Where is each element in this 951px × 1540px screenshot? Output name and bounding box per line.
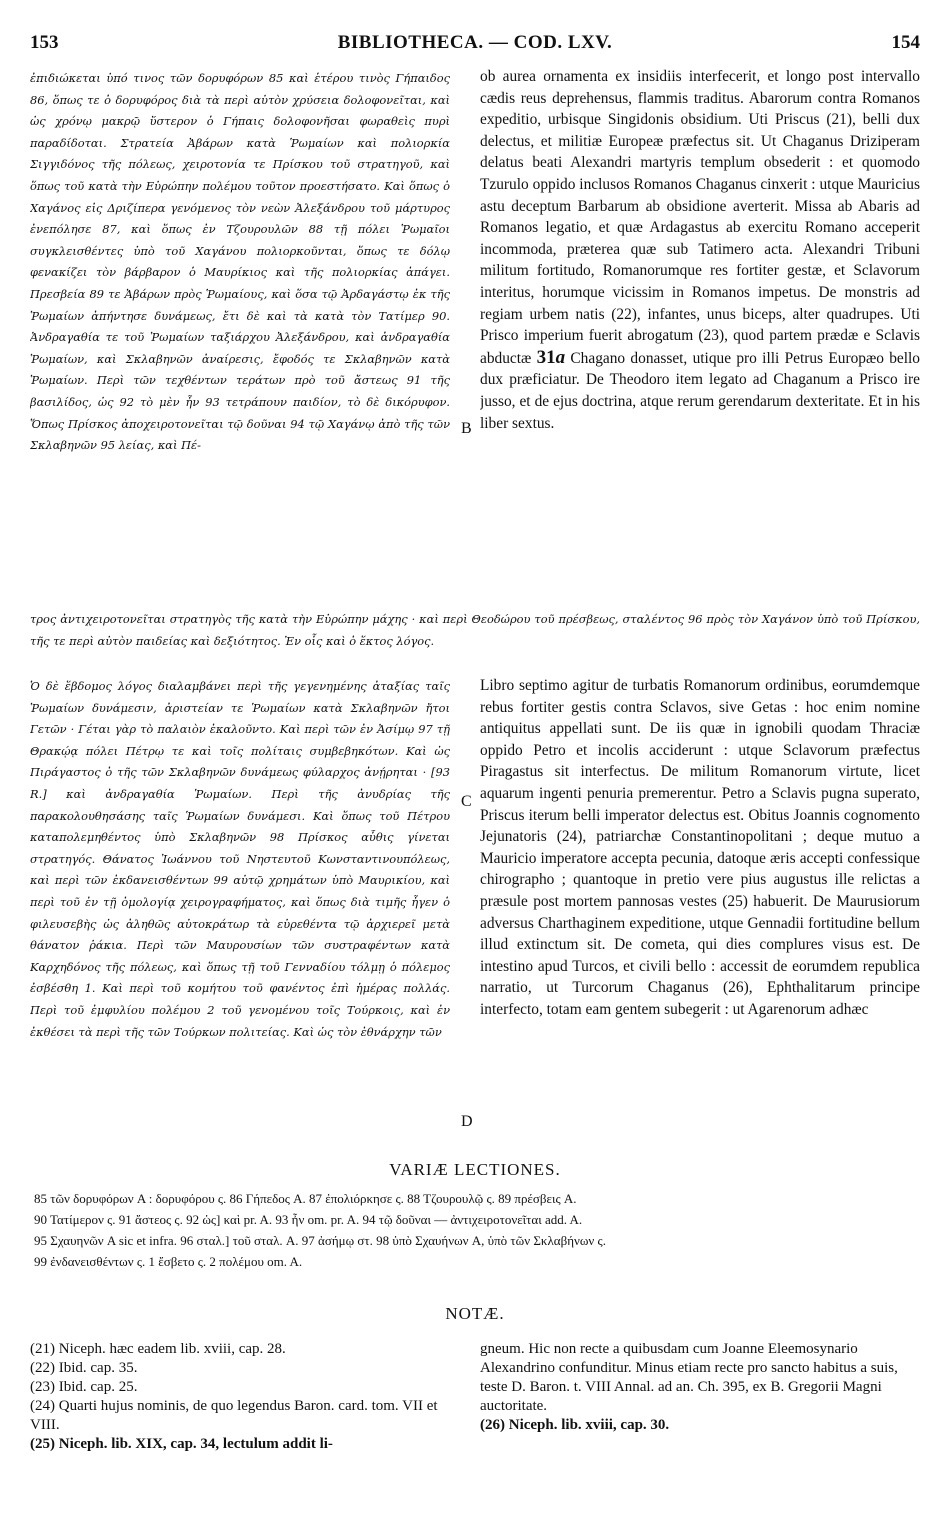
page-number-left: 153 — [30, 32, 59, 53]
note: (24) Quarti hujus nominis, de quo legendus Baron. card. tom. VII et VIII. — [30, 1398, 438, 1433]
running-title: BIBLIOTHECA. — COD. LXV. — [337, 32, 613, 53]
notes-left-column — [30, 1340, 455, 1454]
variant-line: 95 Σχαυηνῶν A sic et infra. 96 σταλ.] τοῦ σταλ. A. 97 ἀσήμῳ στ. 98 ὑπὸ Σχαυήνων A, ὑπὸ τῶν Σκλαβήνων ς. — [34, 1233, 606, 1248]
latin-text-book-6-tail: Chagano donasset, utique pro illi Petrus Europæo bello dux præficiatur. De Theodoro item legato ad Chaganum a Prisco ire jusso, et de ejus doctrina, atque rerum gerendarum dexteritate. Et in his liber sextus. — [480, 349, 920, 432]
note: (22) Ibid. cap. 35. — [30, 1360, 138, 1376]
note: (25) Niceph. lib. XIX, cap. 34, lectulum addit li- — [30, 1436, 333, 1452]
page-number-right: 154 — [891, 32, 920, 53]
latin-column-book-7: Libro septimo agitur de turbatis Romanorum ordinibus, eorumdemque rebus fortiter gestis contra Sclavos, sive Getas : hoc enim nomine antiquitus appellati sunt. De iis quæ in ignobili quodam Thraciæ oppido Petro et incolis acciderunt : utque Sclavorum præfectus Piragastus sit interfectus. De militum Romanorum virtute, licet aquarum ingenti penuria premerentur. Petro a Sclavis pugna superato, Priscus iterum belli imperator delectus est. Obitus Joannis cognomento Jejunatoris (24), patriarchæ Constantinopolitani ; deque mutuo a Mauricio imperatore accepta pecunia, datoque æris accepti confessique chirographo ; quantoque in pretio vere pius augustus ille relictas a præsule post mortem pannosas vestes (25) habuerit. De Maurusiorum adversus Charthaginem expeditione, utque Gennadii fortitudine bellum illud extinctum sit. De cometa, qui dies complures visus est. De intestino apud Turcos, et civili bello : accessit de eorumdem republica narratio, ut Turcorum Chaganus (26), Ephthalitarum principe interfecto, totam eam gentem subegerit : ut Agarenorum adhæc — [480, 677, 920, 1018]
latin-text-book-6: ob aurea ornamenta ex insidiis interfecerit, et longo post intervallo cædis reus deprehensus, flammis traditus. Abarorum contra Romanos expeditio, urbisque Singidonis obsidium. Uti Priscus (21), belli dux delectus, et militiæ Europeæ præfectus sit. Ut Chaganus Driziperam delatus beati Alexandri martyris templum obsederit : et quomodo Tzurulo oppido inclusos Romanos Chaganus cinxerit : utque Mauricius astu deceptum Barbarum ab obsidione averterit. Missa ab Abaris ad Romanos legatio, et quæ Ardagastus ab exercitu Romano acceperit incommoda, præterea quæ sub Tatimero acta. Alexandri Tribuni militum fortitudo, Romanorumque res fortiter gestæ, et Sclavorum interitus, horumque vicissim in Romanos impetus. De monstris ad regiam urbem natis (22), infantes, unus biceps, alter quadrupes. Uti Prisco imperium fuerit abrogatum (23), quod partem prædæ e Sclavis abductæ — [480, 68, 920, 367]
margin-marker-d: D — [461, 1113, 473, 1130]
note: gneum. Hic non recte a quibusdam cum Joanne Eleemosynario Alexandrino confunditur. Minus etiam recte pro sancto habitus a suis, teste D. Baron. t. VIII Annal. ad an. Ch. 395, ex B. Gregorii Magni auctoritate. — [480, 1341, 898, 1414]
variae-lectiones — [30, 1188, 920, 1272]
note: (26) Niceph. lib. xviii, cap. 30. — [480, 1417, 670, 1433]
folio-marker: 31a — [536, 346, 566, 368]
notae-title: NOTÆ. — [445, 1304, 505, 1323]
note: (21) Niceph. hæc eadem lib. xviii, cap. 28. — [30, 1341, 286, 1357]
latin-column-book-6 — [480, 66, 920, 611]
variant-line: 85 τῶν δορυφόρων A : δορυφόρου ς. 86 Γήπεδος A. 87 ἐπολιόρκησε ς. 88 Τζουρουλῷ ς. 89 πρέσβεις A. — [34, 1191, 577, 1206]
notes-right-column — [480, 1340, 920, 1435]
greek-column-book-6: ἐπιδιώκεται ὑπό τινος τῶν δορυφόρων 85 καὶ ἑτέρου τινὸς Γήπαιδος 86, ὅπως τε ὁ δορυφόρος διὰ τὰ περὶ αὐτὸν χρύσεια δολοφονεῖται, καὶ ὡς χρόνῳ μακρῷ ὕστερον ὁ Γήπαις δολοφονῆσαι φωραθεὶς πυρὶ παραδίδοται. Στρατεία Ἀβάρων κατὰ Ῥωμαίων καὶ πολιορκία Σιγγιδόνος τῆς πόλεως, χειροτονία τε Πρίσκου τοῦ στρατηγοῦ, καὶ ὅπως τοῦ κατὰ τὴν Εὐρώπην πολέμου τοῦτον προεστήσατο. Καὶ ὅπως ὁ Χαγάνος εἰς Δριζίπερα γενόμενος τὸν νεὼν Ἀλεξάνδρου τοῦ μάρτυρος ἐνεπόλησε 87, καὶ ὅπως ἐν Τζουρουλῶν 88 τῇ πόλει Ῥωμαῖοι συγκλεισθέντες ὑπὸ τοῦ Χαγάνου πολιορκοῦνται, ὅπως τε δόλῳ φενακίζει τὸν βάρβαρον ὁ Μαυρίκιος καὶ τῆς πολιορκίας ἀπάγει. Πρεσβεία 89 τε Ἀβάρων πρὸς Ῥωμαίους, καὶ ὅσα τῷ Ἀρδαγάστῳ ἐκ τῆς Ῥωμαίων ἀπήντησε δυνάμεως, ἔτι δὲ καὶ τὰ κατὰ τὸν Τατίμερ 90. Ἀνδραγαθία τε τοῦ Ῥωμαίων ταξιάρχου Ἀλεξάνδρου, καὶ ἀνδραγαθία Ῥωμαίων, καὶ Σκλαβηνῶν ἀναίρεσις, ἔφοδός τε Σκλαβηνῶν κατὰ Ῥωμαίων. Περὶ τῶν τεχθέντων τεράτων πρὸ τοῦ ἄστεως 91 τῆς βασιλίδος, ὡς 92 τὸ μὲν ἦν 93 τετράπουν παιδίον, τὸ δὲ δικόρυφον. Ὅπως Πρίσκος ἀποχειροτονεῖται τῷ δοῦναι 94 τῷ Χαγάνῳ ἀπὸ τῆς τῶν Σκλαβηνῶν 95 λείας, καὶ Πέ- — [30, 71, 450, 453]
margin-marker-c: C — [461, 793, 472, 810]
greek-fullwidth-continuation: τρος ἀντιχειροτονεῖται στρατηγὸς τῆς κατὰ τὴν Εὐρώπην μάχης · καὶ περὶ Θεοδώρου τοῦ πρέσβεως, σταλέντος 96 πρὸς τὸν Χαγάνον ὑπὸ τοῦ Πρίσκου, τῆς τε περὶ αὐτὸν παιδείας καὶ δεξιότητος. Ἐν οἷς καὶ ὁ ἕκτος λόγος. — [30, 612, 920, 648]
variant-line: 90 Τατίμερον ς. 91 ἄστεος ς. 92 ὡς] καὶ pr. A. 93 ἦν om. pr. A. 94 τῷ δοῦναι — ἀντιχειροτονεῖται add. A. — [34, 1212, 583, 1227]
note: (23) Ibid. cap. 25. — [30, 1379, 138, 1395]
running-header — [30, 28, 920, 58]
variant-line: 99 ἐνδανεισθέντων ς. 1 ἔσβετο ς. 2 πολέμου om. A. — [34, 1254, 303, 1269]
page — [30, 28, 920, 1518]
variae-lectiones-title: VARIÆ LECTIONES. — [389, 1160, 561, 1179]
margin-marker-b: B — [461, 420, 472, 437]
greek-column-book-7: Ὁ δὲ ἕβδομος λόγος διαλαμβάνει περὶ τῆς γεγενημένης ἀταξίας ταῖς Ῥωμαίων δυνάμεσιν, ἀριστείαν τε Ῥωμαίων κατὰ Σκλαβηνῶν ἤτοι Γετῶν · Γέται γὰρ τὸ παλαιὸν ἐκαλοῦντο. Καὶ περὶ τῶν ἐν Ἀσίμῳ 97 τῇ Θρακῴᾳ πόλει Πέτρῳ τε καὶ τοῖς πολίταις συμβεβηκότων. Καὶ ὡς Πιράγαστος ὁ τῆς τῶν Σκλαβηνῶν δυνάμεως φύλαρχος ἀνῄρηται · [93 R.] καὶ ἀνδραγαθία Ῥωμαίων. Περὶ τῆς ἀνυδρίας τῆς παρακολουθησάσης ταῖς Ῥωμαίων δυνάμεσι. Καὶ ὅπως τοῦ Πέτρου καταπολεμηθέντος ὑπὸ Σκλαβηνῶν 98 Πρίσκος αὖθις γίνεται στρατηγός. Θάνατος Ἰωάννου τοῦ Νηστευτοῦ Κωνσταντινουπόλεως, καὶ περὶ τῶν ἐκδανεισθέντων 99 αὐτῷ χρημάτων ὑπὸ Μαυρικίου, καὶ περὶ τοῦ ἐν τῇ ὁμολογίᾳ χειρογραφήματος, καὶ ὅπως διὰ τιμῆς ἦγεν ὁ φιλευσεβὴς ὡς ἀληθῶς αὐτοκράτωρ τὰ εὑρεθέντα τῷ ἀρχιερεῖ μετὰ θάνατον ῥάκια. Περὶ τῶν Μαυρουσίων τῶν συστραφέντων κατὰ Καρχηδόνος τῆς πόλεως, καὶ ὅπως τῇ τοῦ Γενναδίου τόλμῃ ὁ πόλεμος ἐσβέσθη 1. Καὶ περὶ τοῦ κομήτου τοῦ φανέντος ἐπὶ ἡμέρας πολλάς. Περὶ τοῦ ἐμφυλίου πολέμου 2 τοῦ γενομένου τοῖς Τούρκοις, καὶ ἐν ἐκθέσει τὰ περὶ τῆς τῶν Τούρκων πολιτείας. Καὶ ὡς τὸν ἐθνάρχην τῶν — [30, 679, 450, 1039]
